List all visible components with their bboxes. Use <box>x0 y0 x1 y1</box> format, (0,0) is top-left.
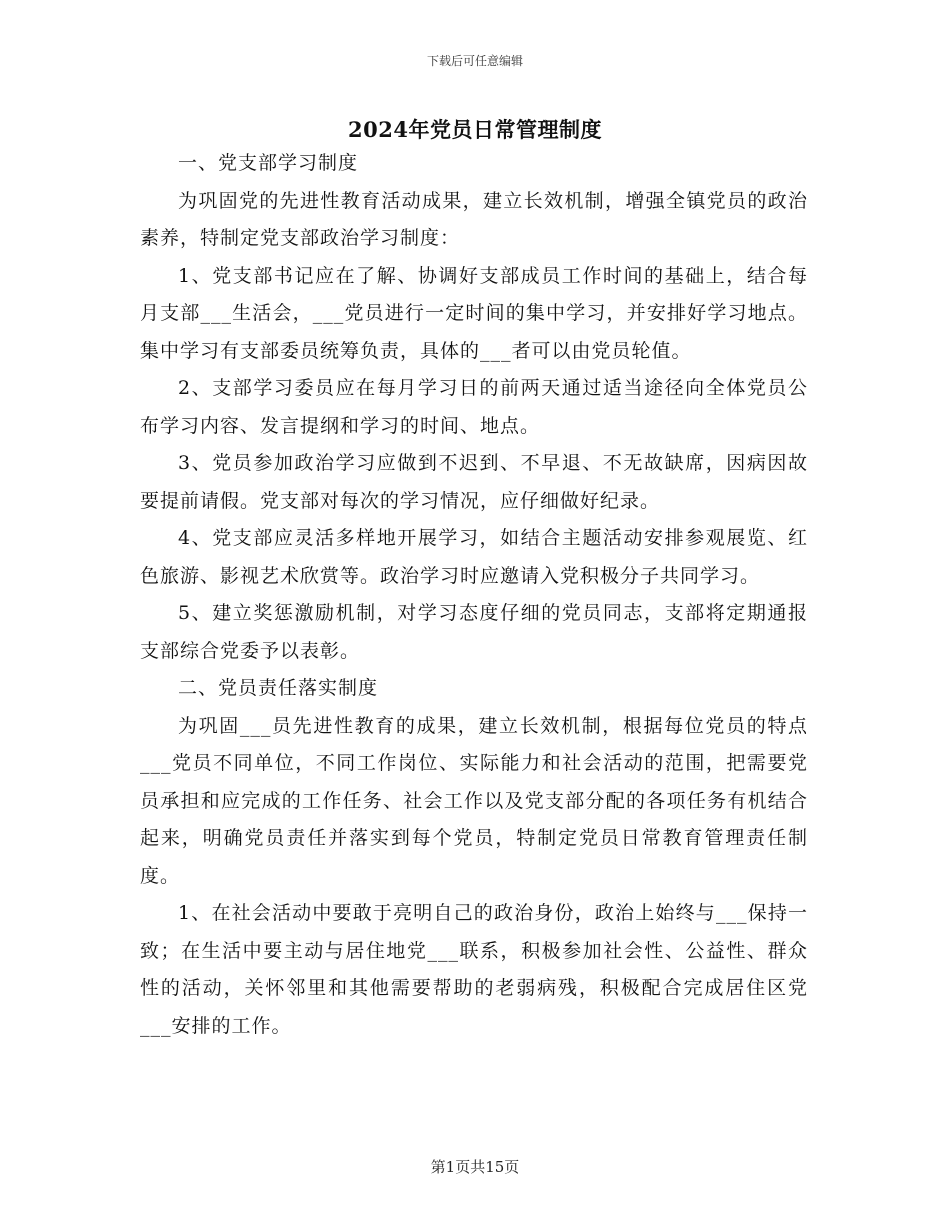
page-number: 第1页共15页 <box>430 1158 520 1176</box>
paragraph: 5、建立奖惩激励机制，对学习态度仔细的党员同志，支部将定期通报支部综合党委予以表彰。 <box>140 602 808 662</box>
section-heading: 二、党员责任落实制度 <box>178 677 379 699</box>
section-heading: 一、党支部学习制度 <box>178 152 359 174</box>
header-note: 下载后可任意编辑 <box>426 54 523 68</box>
paragraph: 3、党员参加政治学习应做到不迟到、不早退、不无故缺席，因病因故要提前请假。党支部对每次的学习情况，应仔细做好纪录。 <box>140 452 808 512</box>
paragraph: 1、在社会活动中要敢于亮明自己的政治身份，政治上始终与___保持一致；在生活中要主动与居住地党___联系，积极参加社会性、公益性、群众性的活动，关怀邻里和其他需要帮助的老弱病残，积极配合完成居住区党___安排的工作。 <box>140 902 808 1037</box>
paragraph: 2、支部学习委员应在每月学习日的前两天通过适当途径向全体党员公布学习内容、发言提纲和学习的时间、地点。 <box>140 377 808 437</box>
document-title: 2024年党员日常管理制度 <box>348 117 602 142</box>
paragraph: 为巩固党的先进性教育活动成果，建立长效机制，增强全镇党员的政治素养，特制定党支部政治学习制度： <box>140 189 808 249</box>
document-body <box>140 145 808 1045</box>
paragraph: 4、党支部应灵活多样地开展学习，如结合主题活动安排参观展览、红色旅游、影视艺术欣赏等。政治学习时应邀请入党积极分子共同学习。 <box>140 527 808 587</box>
paragraph: 为巩固___员先进性教育的成果，建立长效机制，根据每位党员的特点___党员不同单位，不同工作岗位、实际能力和社会活动的范围，把需要党员承担和应完成的工作任务、社会工作以及党支部分配的各项任务有机结合起来，明确党员责任并落实到每个党员，特制定党员日常教育管理责任制度。 <box>140 714 808 887</box>
paragraph: 1、党支部书记应在了解、协调好支部成员工作时间的基础上，结合每月支部___生活会，___党员进行一定时间的集中学习，并安排好学习地点。集中学习有支部委员统筹负责，具体的___者可以由党员轮值。 <box>140 264 808 362</box>
